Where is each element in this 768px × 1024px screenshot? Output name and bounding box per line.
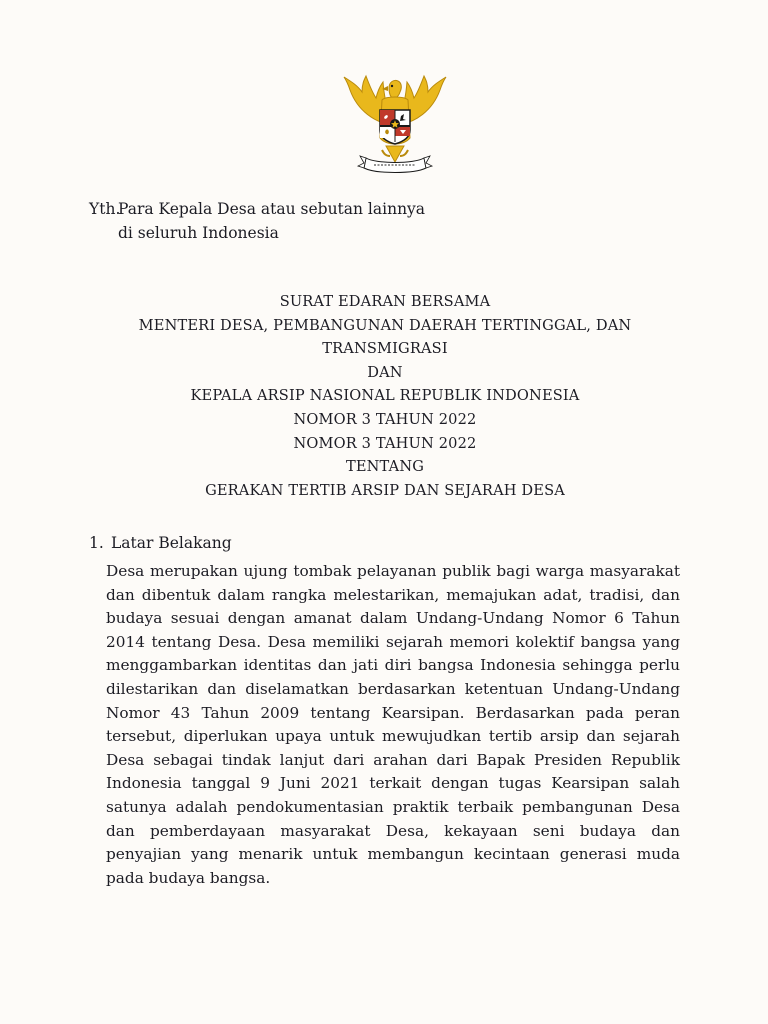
heading-line-3: TRANSMIGRASI <box>322 340 448 358</box>
addressee-block <box>89 197 425 245</box>
document-heading <box>80 290 690 502</box>
section-heading <box>89 531 232 555</box>
addressee-prefix: Yth. <box>89 200 121 218</box>
addressee-line-1: Para Kepala Desa atau sebutan lainnya <box>118 200 426 218</box>
heading-line-4: DAN <box>367 363 403 381</box>
garuda-emblem-icon <box>336 72 454 180</box>
heading-line-7: NOMOR 3 TAHUN 2022 <box>293 434 477 452</box>
heading-line-6: NOMOR 3 TAHUN 2022 <box>293 410 477 428</box>
section-paragraph: Desa merupakan ujung tombak pelayanan publik bagi warga masyarakat dan dibentuk dalam rangka melestarikan, memajukan adat, tradisi, dan budaya sesuai dengan amanat dalam Undang-Undang Nomor 6 Tahun 2014 tentang Desa. Desa memiliki sejarah memori kolektif bangsa yang menggambarkan identitas dan jati diri bangsa Indonesia sehingga perlu dilestarikan dan diselamatkan berdasarkan ketentuan Undang-Undang Nomor 43 Tahun 2009 tentang Kearsipan. Berdasarkan pada peran tersebut, diperlukan upaya untuk mewujudkan tertib arsip dan sejarah Desa sebagai tindak lanjut dari arahan dari Bapak Presiden Republik Indonesia tanggal 9 Juni 2021 terkait dengan tugas Kearsipan salah satunya adalah pendokumentasian praktik terbaik pembangunan Desa dan pemberdayaan masyarakat Desa, kekayaan seni budaya dan penyajian yang menarik untuk membangun kecintaan generasi muda pada budaya bangsa. <box>106 562 680 887</box>
heading-line-5: KEPALA ARSIP NASIONAL REPUBLIK INDONESIA <box>190 387 580 405</box>
heading-line-2: MENTERI DESA, PEMBANGUNAN DAERAH TERTINGGAL, DAN <box>138 316 632 334</box>
heading-line-1: SURAT EDARAN BERSAMA <box>279 293 491 310</box>
heading-line-8: TENTANG <box>345 458 425 476</box>
section-number: 1. <box>89 534 104 552</box>
section-title: Latar Belakang <box>111 534 232 552</box>
heading-line-9: GERAKAN TERTIB ARSIP DAN SEJARAH DESA <box>205 481 565 499</box>
addressee-line-2: di seluruh Indonesia <box>118 224 279 242</box>
